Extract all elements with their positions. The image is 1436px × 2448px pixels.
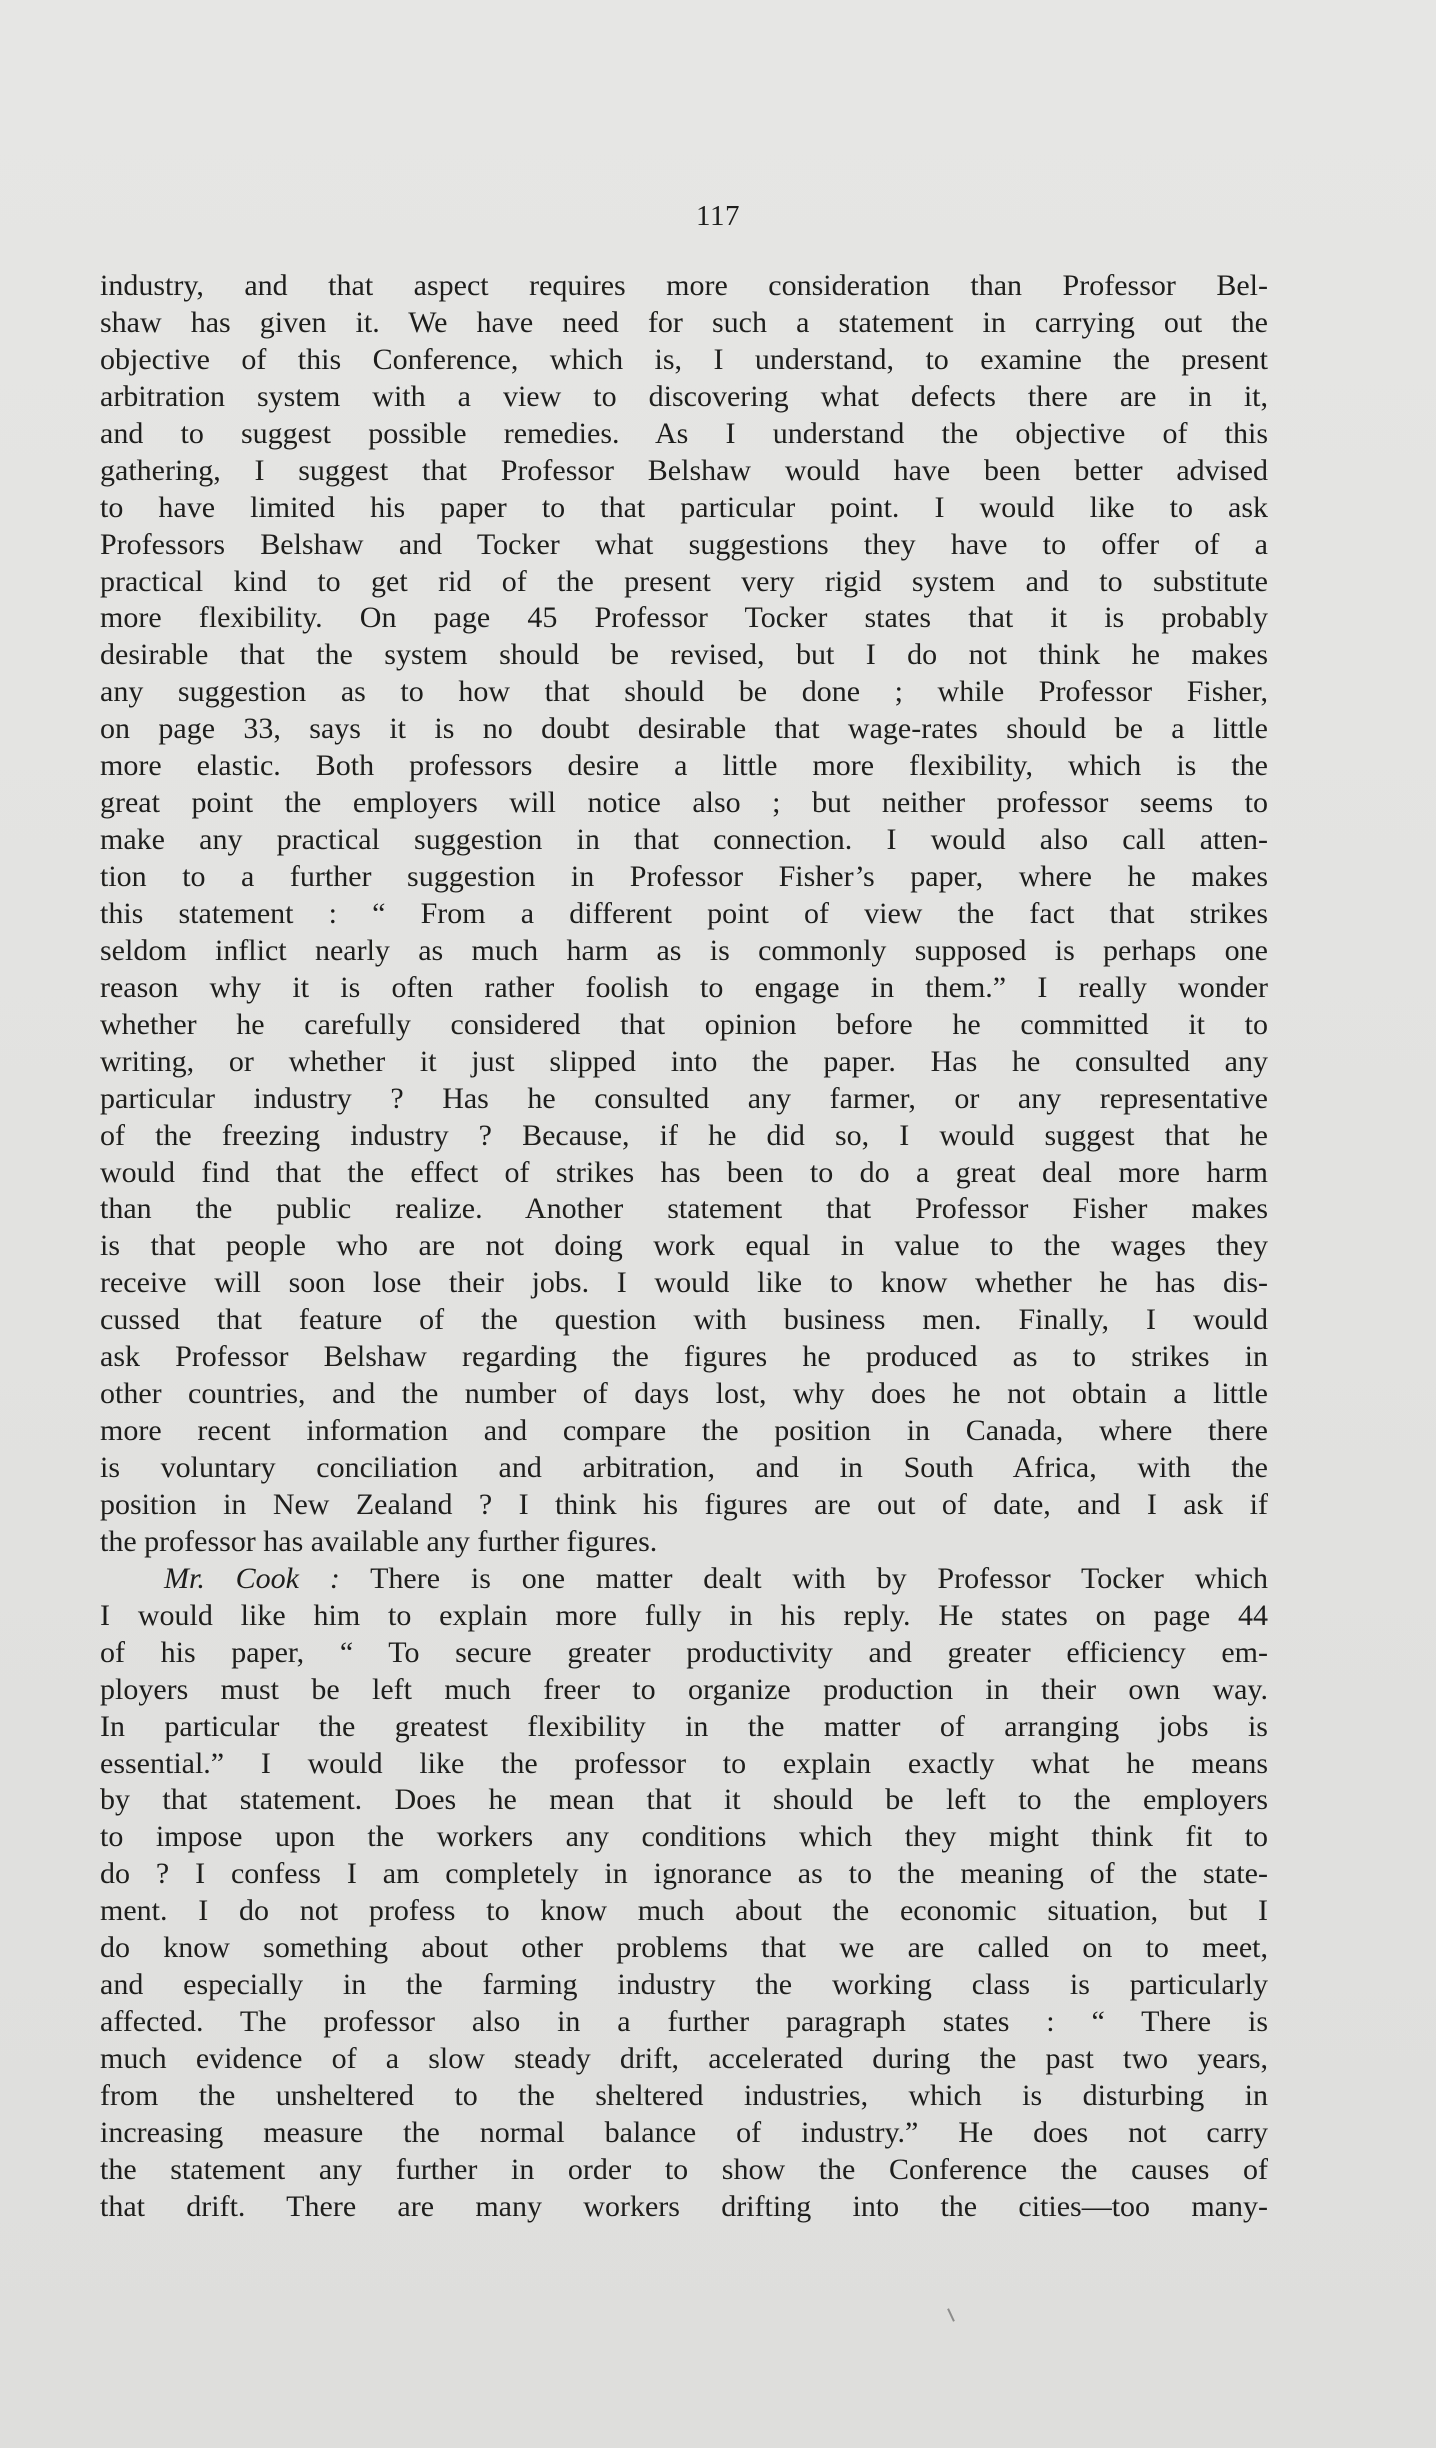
text-line: ask Professor Belshaw regarding the figures he produced as to strikes in xyxy=(100,1340,1268,1374)
text-line: ployers must be left much freer to organize production in their own way. xyxy=(100,1672,1268,1706)
text-line xyxy=(100,1561,1268,1598)
text-line: great point the employers will notice also ; but neither professor seems to xyxy=(100,786,1268,820)
text-line: shaw has given it. We have need for such a statement in carrying out the xyxy=(100,305,1268,339)
paragraph-2 xyxy=(100,1561,1268,2226)
text-line: position in New Zealand ? I think his figures are out of date, and I ask if xyxy=(100,1487,1268,1521)
text-line: on page 33, says it is no doubt desirable that wage-rates should be a little xyxy=(100,712,1268,746)
text-line: other countries, and the number of days lost, why does he not obtain a little xyxy=(100,1377,1268,1411)
text-line: by that statement. Does he mean that it should be left to the employers xyxy=(100,1783,1268,1817)
text-line: affected. The professor also in a further paragraph states : “ There is xyxy=(100,2005,1268,2039)
text-line: objective of this Conference, which is, I understand, to examine the present xyxy=(100,342,1268,376)
text-line: would find that the effect of strikes has been to do a great deal more harm xyxy=(100,1155,1268,1189)
body-text xyxy=(100,268,1268,2226)
text-line: increasing measure the normal balance of industry.” He does not carry xyxy=(100,2115,1268,2149)
text-line: particular industry ? Has he consulted any farmer, or any representative xyxy=(100,1081,1268,1115)
text-line: do ? I confess I am completely in ignorance as to the meaning of the state- xyxy=(100,1857,1268,1891)
stray-mark xyxy=(947,2308,955,2322)
text-line: In particular the greatest flexibility in the matter of arranging jobs is xyxy=(100,1709,1268,1743)
text-line: more flexibility. On page 45 Professor Tocker states that it is probably xyxy=(100,601,1268,635)
speaker-first-line: There is one matter dealt with by Professor Tocker which xyxy=(339,1561,1268,1595)
text-line: industry, and that aspect requires more consideration than Professor Bel- xyxy=(100,269,1268,302)
text-line: essential.” I would like the professor to explain exactly what he means xyxy=(100,1746,1268,1780)
text-line: and to suggest possible remedies. As I understand the objective of this xyxy=(100,416,1268,450)
text-line: whether he carefully considered that opinion before he committed it to xyxy=(100,1007,1268,1041)
text-line: receive will soon lose their jobs. I would like to know whether he has dis- xyxy=(100,1266,1268,1300)
text-line: more elastic. Both professors desire a little more flexibility, which is the xyxy=(100,749,1268,783)
paragraph-1 xyxy=(100,268,1268,1561)
text-line: than the public realize. Another statement that Professor Fisher makes xyxy=(100,1192,1268,1226)
text-line: of his paper, “ To secure greater productivity and greater efficiency em- xyxy=(100,1635,1268,1669)
text-line: is that people who are not doing work equal in value to the wages they xyxy=(100,1229,1268,1263)
text-line: arbitration system with a view to discovering what defects there are in it, xyxy=(100,379,1268,413)
page-number: 117 xyxy=(696,200,740,232)
text-line: Professors Belshaw and Tocker what suggestions they have to offer of a xyxy=(100,527,1268,561)
text-line: the statement any further in order to show the Conference the causes of xyxy=(100,2152,1268,2186)
text-line: of the freezing industry ? Because, if he did so, I would suggest that he xyxy=(100,1118,1268,1152)
text-line: to impose upon the workers any conditions which they might think fit to xyxy=(100,1820,1268,1854)
text-line: gathering, I suggest that Professor Belshaw would have been better advised xyxy=(100,453,1268,487)
text-line: this statement : “ From a different point of view the fact that strikes xyxy=(100,896,1268,930)
text-line: that drift. There are many workers drifting into the cities—too many- xyxy=(100,2189,1268,2223)
text-line: more recent information and compare the position in Canada, where there xyxy=(100,1414,1268,1448)
speaker-name: Mr. Cook : xyxy=(164,1561,340,1595)
text-line: reason why it is often rather foolish to engage in them.” I really wonder xyxy=(100,970,1268,1004)
text-line: is voluntary conciliation and arbitration, and in South Africa, with the xyxy=(100,1451,1268,1484)
text-line: do know something about other problems that we are called on to meet, xyxy=(100,1931,1268,1965)
text-line: tion to a further suggestion in Professor Fisher’s paper, where he makes xyxy=(100,860,1268,893)
text-line: ment. I do not profess to know much about the economic situation, but I xyxy=(100,1894,1268,1928)
text-line: much evidence of a slow steady drift, accelerated during the past two years, xyxy=(100,2042,1268,2075)
text-line: from the unsheltered to the sheltered industries, which is disturbing in xyxy=(100,2078,1268,2112)
text-line: make any practical suggestion in that connection. I would also call atten- xyxy=(100,823,1268,857)
text-line: the professor has available any further figures. xyxy=(100,1524,658,1558)
text-line: writing, or whether it just slipped into the paper. Has he consulted any xyxy=(100,1044,1268,1078)
text-line: and especially in the farming industry the working class is particularly xyxy=(100,1968,1268,2002)
text-line: seldom inflict nearly as much harm as is commonly supposed is perhaps one xyxy=(100,933,1268,967)
text-line: any suggestion as to how that should be done ; while Professor Fisher, xyxy=(100,675,1268,709)
text-line: cussed that feature of the question with business men. Finally, I would xyxy=(100,1303,1268,1337)
text-line: desirable that the system should be revised, but I do not think he makes xyxy=(100,638,1268,672)
text-line: to have limited his paper to that particular point. I would like to ask xyxy=(100,490,1268,524)
text-line: I would like him to explain more fully in his reply. He states on page 44 xyxy=(100,1598,1268,1632)
text-line: practical kind to get rid of the present very rigid system and to substitute xyxy=(100,564,1268,598)
